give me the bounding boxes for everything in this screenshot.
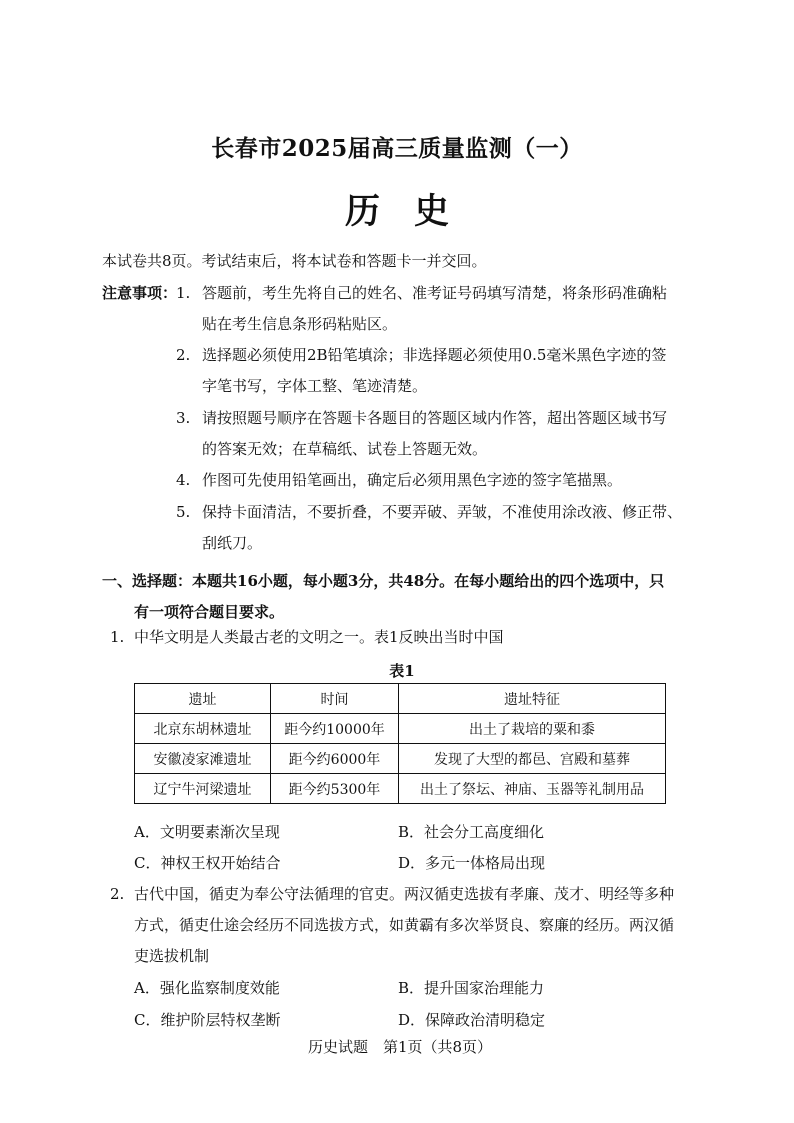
q2-option-b: B．提升国家治理能力 xyxy=(398,979,545,997)
notice-item-2 xyxy=(176,340,666,402)
notice-item-number: 5. xyxy=(176,503,191,521)
q1-option-c: C．神权王权开始结合 xyxy=(134,854,281,872)
page-footer: 历史试题 第1页（共8页） xyxy=(307,1038,493,1056)
table-cell: 距今约6000年 xyxy=(271,744,399,774)
notice-item-text-cont: 贴在考生信息条形码粘贴区。 xyxy=(202,315,398,333)
table-cell: 辽宁牛河梁遗址 xyxy=(135,774,271,804)
q2-option-c: C．维护阶层特权垄断 xyxy=(134,1011,281,1029)
table-cell: 安徽凌家滩遗址 xyxy=(135,744,271,774)
intro-text: 本试卷共8页。考试结束后，将本试卷和答题卡一并交回。 xyxy=(102,252,487,270)
question-number: 2. xyxy=(110,885,125,903)
sites-table xyxy=(134,683,666,804)
notice-item-number: 1. xyxy=(176,284,191,302)
notice-label: 注意事项： xyxy=(102,284,178,302)
notice-item-text-cont: 刮纸刀。 xyxy=(202,534,263,552)
question-number: 1. xyxy=(110,628,125,646)
table-header-cell: 时间 xyxy=(271,684,399,714)
question-1 xyxy=(110,622,702,653)
notice-item-text: 作图可先使用铅笔画出，确定后必须用黑色字迹的签字笔描黑。 xyxy=(202,471,623,489)
table-cell: 距今约10000年 xyxy=(271,714,399,744)
notice-item-number: 3. xyxy=(176,409,191,427)
notice-item-1 xyxy=(176,278,667,340)
section-heading-line: 一、选择题：本题共16小题，每小题3分，共48分。在每小题给出的四个选项中，只 xyxy=(102,572,665,590)
table-cell: 距今约5300年 xyxy=(271,774,399,804)
notice-item-text: 保持卡面清洁，不要折叠，不要弄破、弄皱，不准使用涂改液、修正带、 xyxy=(202,503,683,521)
table-header-cell: 遗址 xyxy=(135,684,271,714)
section-heading-line-cont: 有一项符合题目要求。 xyxy=(134,603,285,621)
notice-item-text: 选择题必须使用2B铅笔填涂；非选择题必须使用0.5毫米黑色字迹的签 xyxy=(202,346,667,364)
table-header-cell: 遗址特征 xyxy=(399,684,666,714)
q1-option-b: B．社会分工高度细化 xyxy=(398,823,545,841)
notice-item-5 xyxy=(176,497,682,559)
table-row xyxy=(135,744,666,774)
table-row xyxy=(135,714,666,744)
table-cell: 出土了栽培的粟和黍 xyxy=(399,714,666,744)
table-row xyxy=(135,774,666,804)
table-cell: 出土了祭坛、神庙、玉器等礼制用品 xyxy=(399,774,666,804)
question-stem-line: 吏选拔机制 xyxy=(134,947,210,965)
question-stem-line: 古代中国，循吏为奉公守法循理的官吏。两汉循吏选拔有孝廉、茂才、明经等多种 xyxy=(134,885,675,903)
table-title: 表1 xyxy=(389,662,415,680)
notice-item-text: 答题前，考生先将自己的姓名、准考证号码填写清楚，将条形码准确粘 xyxy=(202,284,668,302)
table-cell: 发现了大型的都邑、宫殿和墓葬 xyxy=(399,744,666,774)
q2-option-a: A．强化监察制度效能 xyxy=(134,979,280,997)
notice-item-number: 2. xyxy=(176,346,191,364)
table-cell: 北京东胡林遗址 xyxy=(135,714,271,744)
exam-title: 长春市2025届高三质量监测（一） xyxy=(211,135,583,162)
q2-option-d: D．保障政治清明稳定 xyxy=(398,1011,546,1029)
q1-option-d: D．多元一体格局出现 xyxy=(398,854,546,872)
notice-item-text: 请按照题号顺序在答题卡各题目的答题区域内作答，超出答题区域书写 xyxy=(202,409,668,427)
question-2 xyxy=(110,879,702,972)
question-stem-line: 方式，循吏仕途会经历不同选拔方式，如黄霸有多次举贤良、察廉的经历。两汉循 xyxy=(134,916,675,934)
notice-item-4 xyxy=(176,465,622,496)
question-stem: 中华文明是人类最古老的文明之一。表1反映出当时中国 xyxy=(134,628,504,646)
notice-item-number: 4. xyxy=(176,471,191,489)
section-heading xyxy=(102,566,702,628)
subject-title: 历史 xyxy=(344,191,483,232)
table-header-row xyxy=(135,684,666,714)
notice-item-text-cont: 字笔书写，字体工整、笔迹清楚。 xyxy=(202,377,428,395)
q1-option-a: A．文明要素渐次呈现 xyxy=(134,823,280,841)
notice-item-text-cont: 的答案无效；在草稿纸、试卷上答题无效。 xyxy=(202,440,488,458)
notice-item-3 xyxy=(176,403,667,465)
